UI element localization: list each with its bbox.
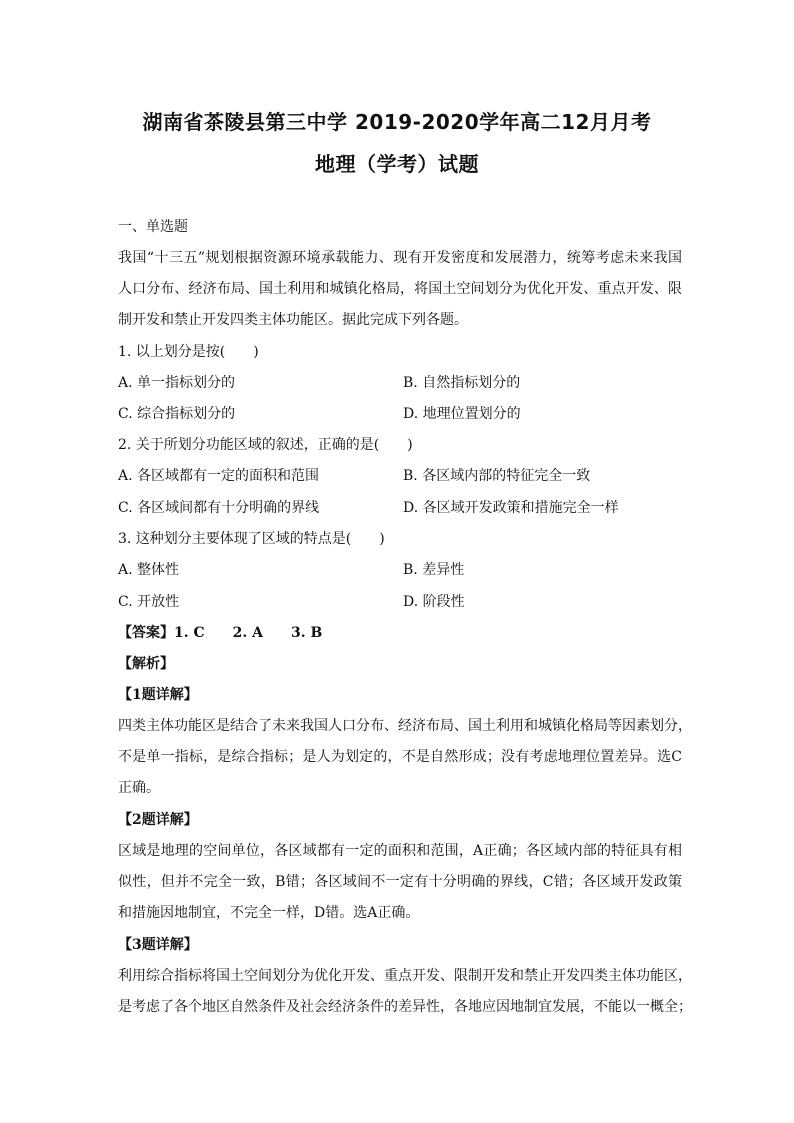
page-title: 湖南省茶陵县第三中学 2019-2020学年高二12月月考: [142, 110, 652, 134]
intro-line: 我国“十三五”规划根据资源环境承载能力、现有开发密度和发展潜力，统筹考虑未来我国: [118, 250, 682, 266]
option-b: B. 各区域内部的特征完全一致: [403, 468, 591, 484]
detail-heading: 【3题详解】: [118, 937, 198, 953]
detail-heading: 【2题详解】: [118, 812, 198, 828]
option-c: C. 综合指标划分的: [118, 406, 236, 422]
question-stem: 1. 以上划分是按( ): [118, 344, 259, 360]
question-stem: 2. 关于所划分功能区域的叙述，正确的是( ): [118, 437, 413, 453]
detail-line: 利用综合指标将国土空间划分为优化开发、重点开发、限制开发和禁止开发四类主体功能区，: [118, 968, 692, 984]
detail-heading: 【1题详解】: [118, 687, 198, 703]
detail-line: 似性，但并不完全一致，B错；各区域间不一定有十分明确的界线，C错；各区域开发政策: [118, 874, 682, 890]
detail-line: 四类主体功能区是结合了未来我国人口分布、经济布局、国土利用和城镇化格局等因素划分，: [118, 718, 692, 734]
option-d: D. 阶段性: [403, 594, 465, 610]
detail-line: 区域是地理的空间单位，各区域都有一定的面积和范围，A正确；各区域内部的特征具有相: [118, 843, 682, 859]
option-a: A. 单一指标划分的: [118, 375, 236, 391]
detail-line: 不是单一指标，是综合指标；是人为划定的，不是自然形成；没有考虑地理位置差异。选C: [118, 749, 682, 765]
option-a: A. 整体性: [118, 562, 180, 578]
option-c: C. 开放性: [118, 594, 180, 610]
option-b: B. 差异性: [403, 562, 465, 578]
option-b: B. 自然指标划分的: [403, 375, 521, 391]
answer-key: 【答案】1. C 2. A 3. B: [118, 625, 323, 641]
detail-line: 正确。: [118, 780, 160, 796]
analysis-heading: 【解析】: [118, 656, 174, 672]
detail-line: 是考虑了各个地区自然条件及社会经济条件的差异性，各地应因地制宜发展，不能以一概全；: [118, 999, 692, 1015]
detail-line: 和措施因地制宜，不完全一样，D错。选A正确。: [118, 905, 420, 921]
section-heading: 一、单选题: [118, 219, 188, 235]
option-d: D. 各区域开发政策和措施完全一样: [403, 500, 619, 516]
intro-line: 制开发和禁止开发四类主体功能区。据此完成下列各题。: [118, 312, 468, 328]
question-stem: 3. 这种划分主要体现了区域的特点是( ): [118, 531, 385, 547]
intro-line: 人口分布、经济布局、国土利用和城镇化格局，将国土空间划分为优化开发、重点开发、限: [118, 281, 682, 297]
option-c: C. 各区域间都有十分明确的界线: [118, 500, 320, 516]
option-a: A. 各区域都有一定的面积和范围: [118, 468, 320, 484]
option-d: D. 地理位置划分的: [403, 406, 521, 422]
page-subtitle: 地理（学考）试题: [315, 152, 479, 176]
